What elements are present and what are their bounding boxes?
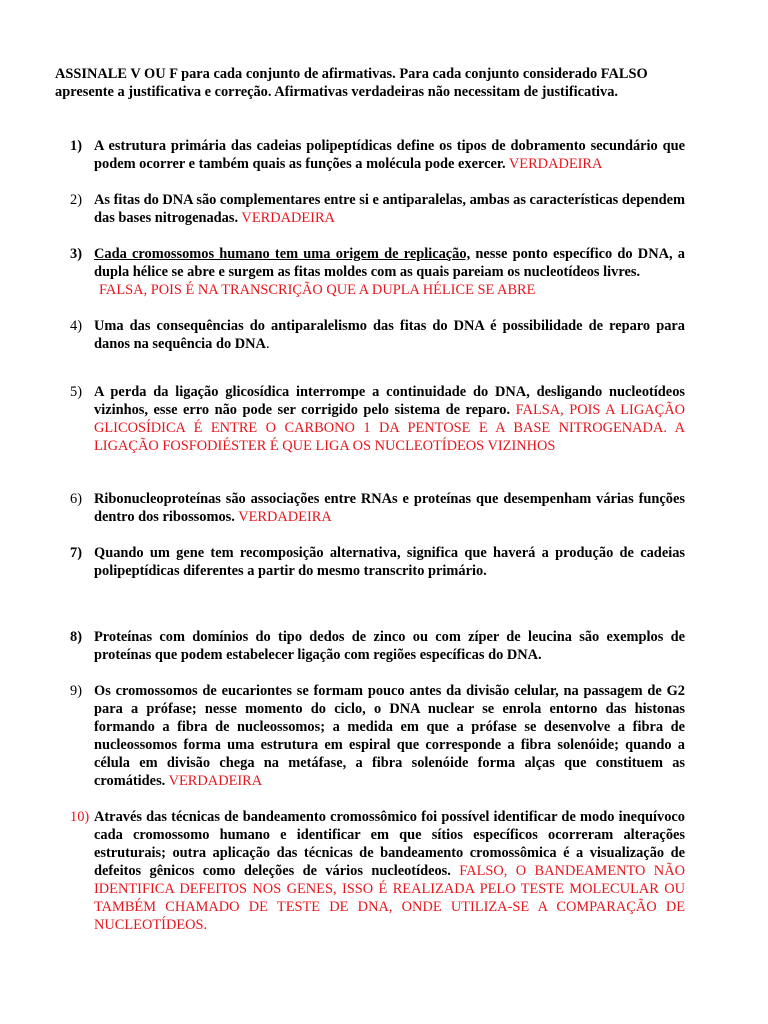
answer-text: FALSA, POIS A LIGAÇÃO GLICOSÍDICA É ENTRE O CARBONO 1 DA PENTOSE E A BASE NITROGENADA. A LIGAÇÃO FOSFODIÉSTER É QUE LIGA OS NUCLEOTÍDEOS VIZINHOS: [94, 402, 685, 454]
question-item: [70, 490, 685, 526]
instructions-line-2: apresente a justificativa e correção. Afirmativas verdadeiras não necessitam de justificativa.: [55, 84, 618, 100]
question-statement: A estrutura primária das cadeias polipeptídicas define os tipos de dobramento secundário que podem ocorrer e também quais as funções a molécula pode exercer.: [94, 138, 685, 172]
answer-text: VERDADEIRA: [168, 773, 263, 789]
question-number: 5): [70, 384, 82, 400]
question-number: 3): [70, 246, 82, 262]
question-item: [70, 137, 685, 173]
statement-period: .: [265, 336, 270, 352]
question-number: 7): [70, 545, 82, 561]
question-statement: A perda da ligação glicosídica interrompe a continuidade do DNA, desligando nucleotídeos vizinhos, esse erro não pode ser corrigido pelo sistema de reparo.: [94, 384, 685, 418]
question-number: 2): [70, 192, 82, 208]
question-number: 10): [70, 809, 90, 825]
question-statement: Proteínas com domínios do tipo dedos de zinco ou com zíper de leucina são exemplos de proteínas que podem estabelecer ligação com regiões específicas do DNA.: [94, 629, 685, 663]
question-statement: Os cromossomos de eucariontes se formam pouco antes da divisão celular, na passagem de G2 para a prófase; nesse momento do ciclo, o DNA nuclear se enrola entorno das histonas formando a fibra de nucleossomos; a medida em que a prófase se desenvolve a fibra de nucleossomos forma uma estrutura em espiral que corresponde a fibra solenóide; quando a célula em divisão chega na metáfase, a fibra solenóide forma alças que constituem as cromátides.: [94, 683, 685, 789]
question-item: [70, 383, 685, 455]
question-item: [70, 682, 685, 790]
question-number: 9): [70, 683, 82, 699]
question-item: [70, 191, 685, 227]
question-statement: Através das técnicas de bandeamento cromossômico foi possível identificar de modo inequívoco cada cromossomo humano e identificar em que sítios específicos ocorreram alterações estruturais; outra aplicação das técnicas de bandeamento cromossômica é a visualização de defeitos gênicos como deleções de vários nucleotídeos.: [94, 809, 685, 879]
question-item: [70, 544, 685, 580]
question-statement: nesse ponto específico do DNA, a dupla hélice se abre e surgem as fitas moldes com as quais pareiam os nucleotídeos livres.: [94, 246, 685, 280]
question-number: 1): [70, 138, 82, 154]
question-statement: Ribonucleoproteínas são associações entre RNAs e proteínas que desempenham várias funções dentro dos ribossomos.: [94, 491, 685, 525]
question-item: [70, 628, 685, 664]
question-number: 6): [70, 491, 82, 507]
answer-text: FALSO, O BANDEAMENTO NÃO IDENTIFICA DEFEITOS NOS GENES, ISSO É REALIZADA PELO TESTE MOLECULAR OU TAMBÉM CHAMADO DE TESTE DE DNA, ONDE UTILIZA-SE A COMPARAÇÃO DE NUCLEOTÍDEOS.: [94, 863, 685, 933]
question-statement: Uma das consequências do antiparalelismo das fitas do DNA é possibilidade de reparo para danos na sequência do DNA: [94, 318, 685, 352]
question-statement-underlined: Cada cromossomos humano tem uma origem de replicação,: [94, 246, 471, 262]
answer-text: VERDADEIRA: [241, 210, 335, 226]
question-item: [70, 317, 685, 353]
answer-text: FALSA, POIS É NA TRANSCRIÇÃO QUE A DUPLA HÉLICE SE ABRE: [99, 282, 536, 298]
instructions-header: [55, 65, 715, 101]
instructions-line-1: ASSINALE V OU F para cada conjunto de afirmativas. Para cada conjunto considerado FALSO: [55, 66, 648, 82]
question-statement: As fitas do DNA são complementares entre si e antiparalelas, ambas as características dependem das bases nitrogenadas.: [94, 192, 686, 226]
answer-text: VERDADEIRA: [508, 156, 603, 172]
answer-text: VERDADEIRA: [238, 509, 332, 525]
question-item: [70, 808, 685, 934]
question-number: 8): [70, 629, 82, 645]
question-statement: Quando um gene tem recomposição alternativa, significa que haverá a produção de cadeias polipeptídicas diferentes a partir do mesmo transcrito primário.: [94, 545, 685, 579]
question-number: 4): [70, 318, 82, 334]
question-item: [70, 245, 685, 299]
